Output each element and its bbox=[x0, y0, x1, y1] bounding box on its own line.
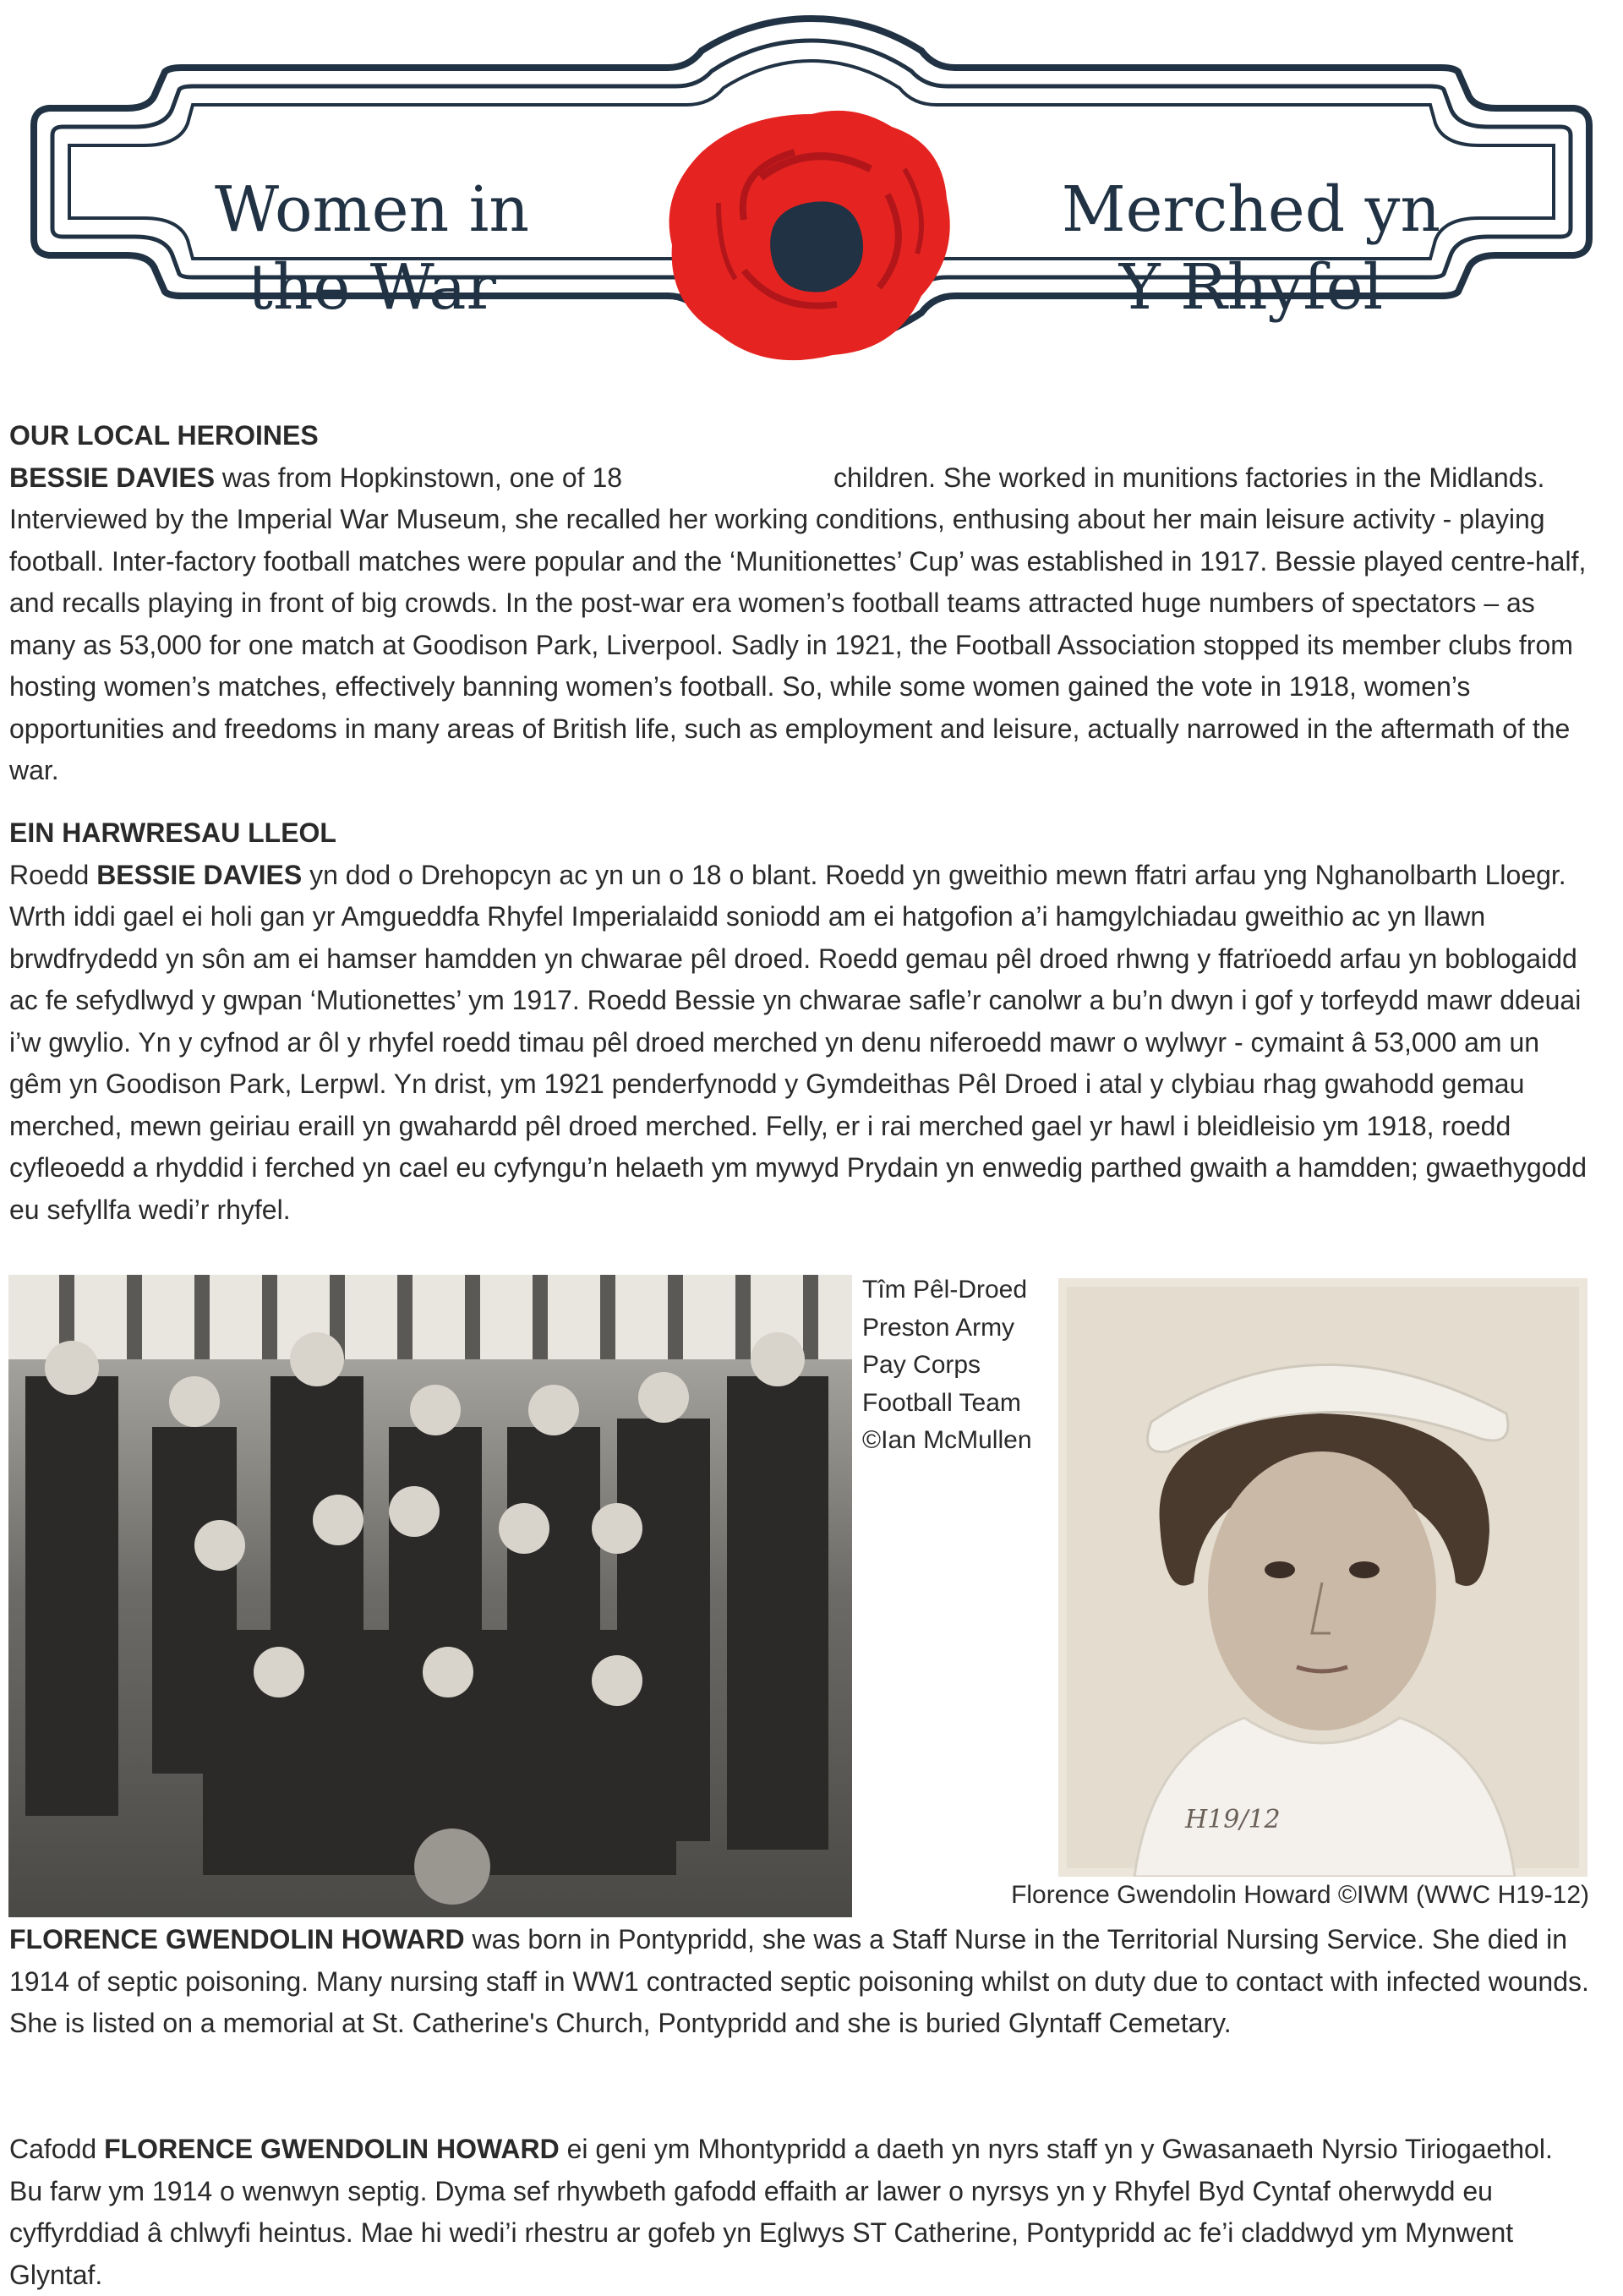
title-english-line1: Women in bbox=[214, 173, 530, 246]
florence-name-english: FLORENCE GWENDOLIN HOWARD bbox=[9, 1924, 465, 1954]
bessie-pre-welsh: Roedd bbox=[9, 859, 97, 890]
title-welsh-line1: Merched yn bbox=[1061, 173, 1441, 246]
title-welsh bbox=[1040, 171, 1462, 326]
florence-english-section bbox=[9, 1919, 1590, 2045]
team-caption-line4: Football Team bbox=[862, 1388, 1021, 1417]
heading-welsh: EIN HARWRESAU LLEOL bbox=[9, 817, 336, 848]
team-caption-line2: Preston Army bbox=[862, 1313, 1015, 1342]
bessie-english-section bbox=[9, 415, 1590, 792]
florence-name-welsh: FLORENCE GWENDOLIN HOWARD bbox=[104, 2134, 560, 2164]
portrait-photo bbox=[1058, 1278, 1587, 1877]
bessie-name-english: BESSIE DAVIES bbox=[9, 462, 216, 493]
florence-welsh-section bbox=[9, 2129, 1590, 2296]
team-caption-line1: Tîm Pêl-Droed bbox=[862, 1276, 1028, 1304]
title-english-line2: the War bbox=[248, 251, 496, 324]
team-caption-line5: ©Ian McMullen bbox=[862, 1426, 1032, 1454]
bessie-welsh-section bbox=[9, 812, 1590, 1231]
team-photo-caption bbox=[862, 1271, 1057, 1460]
bessie-text-english-a: was from Hopkinstown, one of 18 bbox=[215, 462, 623, 493]
title-welsh-line2: Y Rhyfel bbox=[1118, 251, 1384, 324]
heading-english: OUR LOCAL HEROINES bbox=[9, 420, 319, 451]
bessie-text-english-b: children. She worked in munitions factories in the Midlands. Interviewed by the Imperial War Museum, she recalled her working conditions, enthusing about her main leisure activity - playing football. Inter-factory football matches were popular and the ‘Munitionettes’ Cup’ was established in 1917. Bessie played centre-half, and recalls playing in front of big crowds. In the post-war era women’s football teams attracted huge numbers of spectators – as many as 53,000 for one match at Goodison Park, Liverpool. Sadly in 1921, the Football Association stopped its member clubs from hosting women’s matches, effectively banning women’s football. So, while some women gained the vote in 1918, women’s opportunities and freedoms in many areas of British life, such as employment and leisure, actually narrowed in the aftermath of the war. bbox=[9, 462, 1587, 785]
portrait-mark: H19/12 bbox=[1185, 1805, 1281, 1834]
title-english bbox=[161, 171, 583, 326]
bessie-name-welsh: BESSIE DAVIES bbox=[96, 859, 303, 890]
florence-text-english: was born in Pontypridd, she was a Staff Nurse in the Territorial Nursing Service. She died in 1914 of septic poisoning. Many nursing staff in WW1 contracted septic poisoning whilst on duty due to contact with infected wounds. She is listed on a memorial at St. Catherine's Church, Pontypridd and she is buried Glyntaff Cemetary. bbox=[9, 1924, 1589, 2038]
florence-pre-welsh: Cafodd bbox=[9, 2134, 105, 2164]
florence-text-welsh: ei geni ym Mhontypridd a daeth yn nyrs staff yn y Gwasanaeth Nyrsio Tiriogaethol. Bu farw ym 1914 o wenwyn septig. Dyma sef rhywbeth gafodd effaith ar lawer o nyrsys yn y Rhyfel Byd Cyntaf oherwydd eu cyffyrddiad â chlwyfi heintus. Mae hi wedi’i rhestru ar gofeb yn Eglwys ST Catherine, Pontypridd ac fe’i claddwyd ym Mynwent Glyntaf. bbox=[9, 2134, 1553, 2290]
bessie-text-welsh: yn dod o Drehopcyn ac yn un o 18 o blant. Roedd yn gweithio mewn ffatri arfau yng Nghanolbarth Lloegr. Wrth iddi gael ei holi gan yr Amgueddfa Rhyfel Imperialaidd soniodd am ei hatgofion a’i hamgylchiadau gweithio ac yn llawn brwdfrydedd yn sôn am ei hamser hamdden yn chwarae pêl droed. Roedd gemau pêl droed rhwng y ffatrïoedd arfau yn boblogaidd ac fe sefydlwyd y gwpan ‘Mutionettes’ ym 1917. Roedd Bessie yn chwarae safle’r canolwr a bu’n dwyn i gof y torfeydd mawr ddeuai i’w gwylio. Yn y cyfnod ar ôl y rhyfel roedd timau pêl droed merched yn denu niferoedd mawr o wylwyr - cymaint â 53,000 am un gêm yn Goodison Park, Lerpwl. Yn drist, ym 1921 penderfynodd y Gymdeithas Pêl Droed i atal y clybiau rhag gwahodd gemau merched, mewn geiriau eraill yn gwahardd pêl droed merched. Felly, er i rai merched gael yr hawl i bleidleisio ym 1918, roedd cyfleoedd a rhyddid i ferched yn cael eu cyfyngu’n helaeth ym mywyd Prydain yn enwedig parthed gwaith a hamdden; gwaethygodd eu sefyllfa wedi’r rhyfel. bbox=[9, 859, 1587, 1225]
team-photo bbox=[8, 1275, 852, 1917]
team-caption-line3: Pay Corps bbox=[862, 1351, 981, 1379]
portrait-caption: Florence Gwendolin Howard ©IWM (WWC H19-12) bbox=[1011, 1881, 1589, 1909]
